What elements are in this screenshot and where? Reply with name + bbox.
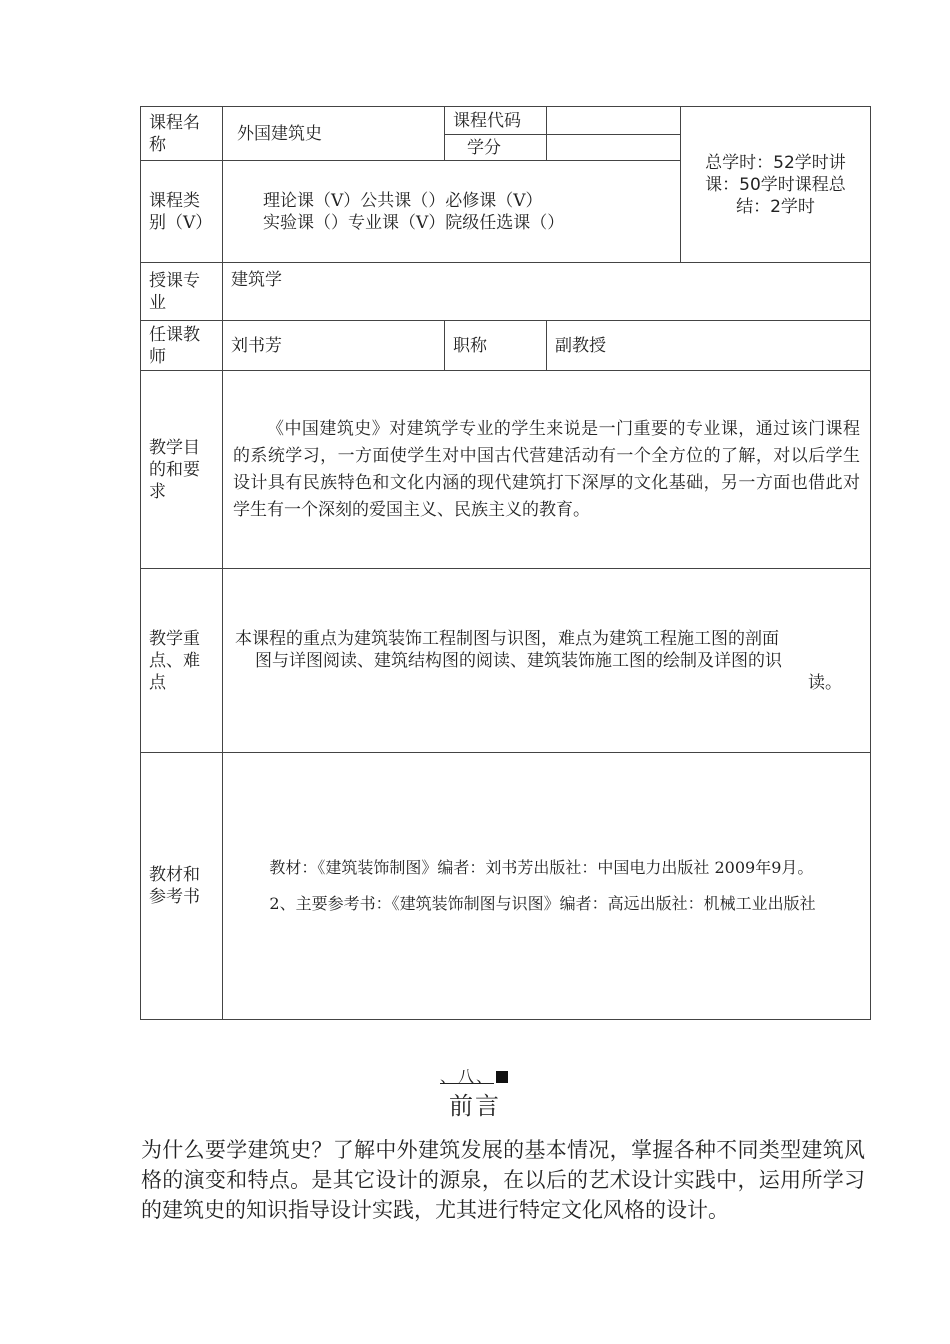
preface-body: 为什么要学建筑史？了解中外建筑发展的基本情况，掌握各种不同类型建筑风格的演变和特点。是其它设计的源泉，在以后的艺术设计实践中，运用所学习的建筑史的知识指导设计实践，尤其进行特定文化风格的设计。 [141, 1138, 865, 1222]
total-hours: 总学时：52学时讲课：50学时课程总结：2学时 [681, 107, 871, 263]
course-name-value: 外国建筑史 [223, 107, 445, 161]
materials-reference: 2、主要参考书：《建筑装饰制图与识图》编者：高远出版社：机械工业出版社 [269, 894, 816, 913]
materials-label: 教材和参考书 [141, 753, 223, 1020]
focus-line-1: 本课程的重点为建筑装饰工程制图与识图，难点为建筑工程施工图的剖面 [235, 628, 779, 649]
teacher-value: 刘书芳 [223, 321, 445, 371]
materials-textbook: 教材：《建筑装饰制图》编者：刘书芳出版社：中国电力出版社 2009年9月。 [269, 858, 814, 877]
focus-label: 教学重点、难点 [141, 569, 223, 753]
objectives-label: 教学目的和要求 [141, 371, 223, 569]
course-type-line-2: 实验课（）专业课（V）院级任选课（） [263, 212, 565, 233]
objectives-text: 《中国建筑史》对建筑学专业的学生来说是一门重要的专业课，通过该门课程的系统学习，一方面使学生对中国古代营建活动有一个全方位的了解，对以后学生设计具有民族特色和文化内涵的现代建筑打下深厚的文化基础，另一方面也借此对学生有一个深刻的爱国主义、民族主义的教育。 [233, 418, 860, 520]
focus-text [223, 569, 871, 753]
credit-value [547, 135, 681, 161]
major-label: 授课专业 [141, 263, 223, 321]
title-label: 职称 [445, 321, 547, 371]
section-marker [440, 1064, 508, 1087]
course-type-line-1: 理论课（V）公共课（）必修课（V） [263, 190, 543, 211]
focus-line-3: 读。 [808, 672, 842, 693]
materials-text [223, 753, 871, 1020]
course-name-label: 课程名称 [141, 107, 223, 161]
course-code-value [547, 107, 681, 135]
focus-line-2: 图与详图阅读、建筑结构图的阅读、建筑装饰施工图的绘制及详图的识 [255, 650, 782, 671]
major-value: 建筑学 [223, 263, 871, 321]
credit-label: 学分 [445, 135, 547, 161]
square-icon [496, 1071, 508, 1083]
course-code-label: 课程代码 [445, 107, 547, 135]
teacher-label: 任课教师 [141, 321, 223, 371]
course-type-label: 课程类别（V） [141, 161, 223, 263]
section-marker-text: 、八、 [440, 1067, 495, 1086]
title-value: 副教授 [547, 321, 871, 371]
syllabus-table [140, 106, 871, 1020]
preface-title: 前言 [449, 1092, 501, 1120]
course-type-value [223, 161, 681, 263]
